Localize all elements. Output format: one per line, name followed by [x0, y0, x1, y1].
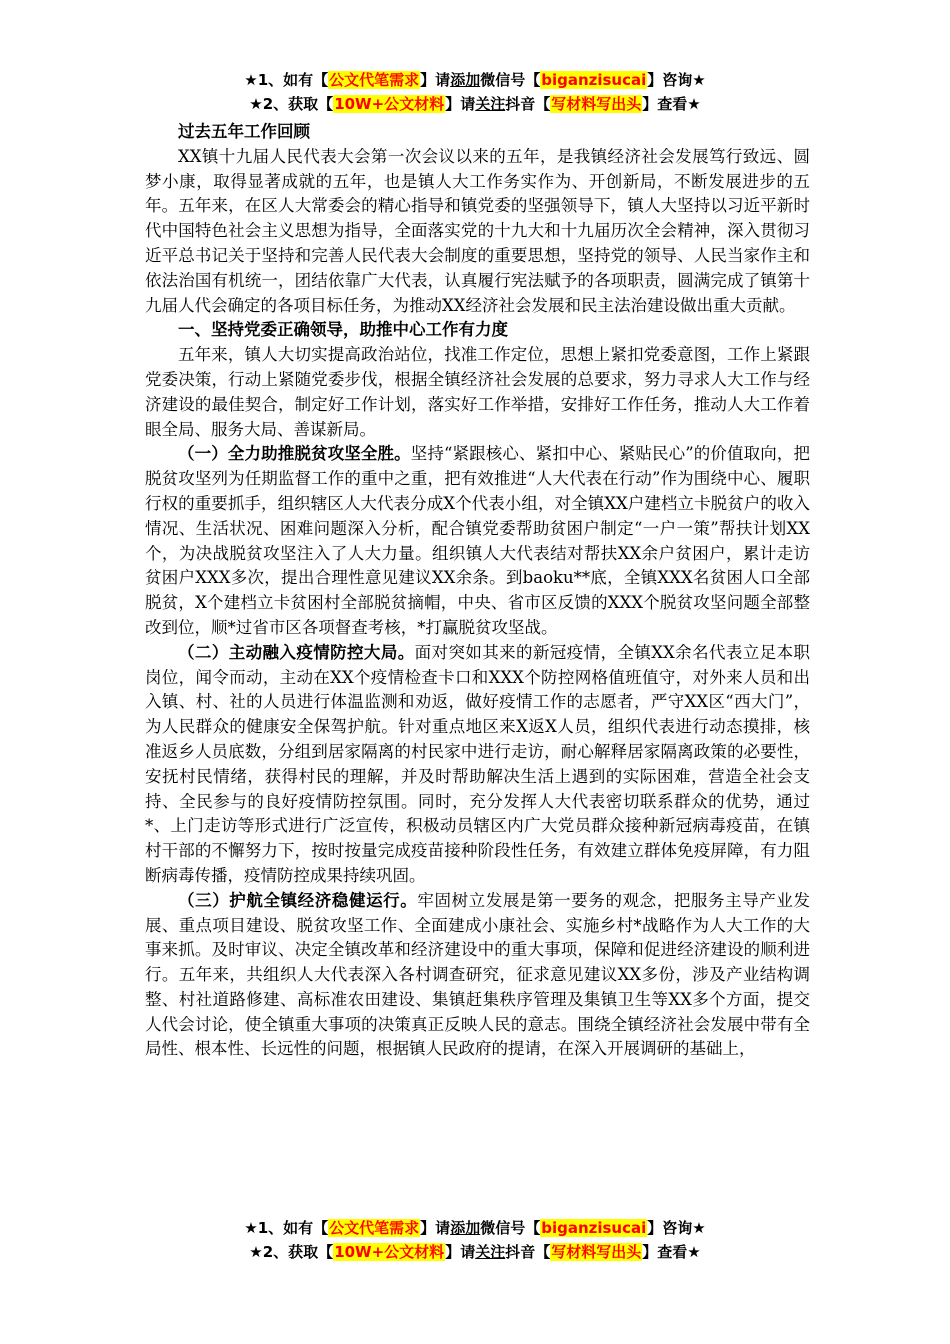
promo-line-2-bottom: ★2、获取【10W+公文材料】请关注抖音【写材料写出头】查看★: [249, 1243, 701, 1261]
subsection-1-paragraph: [145, 442, 810, 640]
subsection-1-text: 坚持“紧跟核心、紧扣中心、紧贴民心”的价值取向，把脱贫攻坚列为任期监督工作的重中之重，把有效推进“人大代表在行动”作为围绕中心、履职行权的重要抓手，组织辖区人大代表分成X个代表小组，对全镇XX户建档立卡脱贫户的收入情况、生活状况、困难问题深入分析，配合镇党委帮助贫困户制定“一户一策”帮扶计划XX个，为决战脱贫攻坚注入了人大力量。组织镇人大代表结对帮扶XX余户贫困户，累计走访贫困户XXX多次，提出合理性意见建议XX余条。到baoku**底，全镇XXX名贫困人口全部脱贫，X个建档立卡贫困村全部脱贫摘帽，中央、省市区反馈的XXX个脱贫攻坚问题全部整改到位，顺*过省市区各项督查考核，*打赢脱贫攻坚战。: [145, 444, 811, 637]
highlight-douyin-id: 写材料写出头: [551, 95, 642, 113]
subsection-3-paragraph: [145, 889, 810, 1063]
subsection-3-title: （三）护航全镇经济稳健运行。: [178, 890, 418, 910]
highlight-wechat-id: biganzisucai: [541, 1219, 647, 1237]
document-heading: 过去五年工作回顾: [178, 122, 310, 141]
promo-banner-top: [0, 68, 950, 116]
subsection-1-title: （一）全力助推脱贫攻坚全胜。: [178, 444, 411, 464]
subsection-3-text: 牢固树立发展是第一要务的观念，把服务主导产业发展、重点项目建设、脱贫攻坚工作、全面建成小康社会、实施乡村*战略作为人大工作的大事来抓。及时审议、决定全镇改革和经济建设中的重大事项，保障和促进经济建设的顺利进行。五年来，共组织人大代表深入各村调查研究，征求意见建议XX多份，涉及产业结构调整、村社道路修建、高标准农田建设、集镇赶集秩序管理及集镇卫生等XX多个方面，提交人代会讨论，使全镇重大事项的决策真正反映人民的意志。围绕全镇经济社会发展中带有全局性、根本性、长远性的问题，根据镇人民政府的提请，在深入开展调研的基础上，: [145, 890, 811, 1059]
highlight-service: 公文代笔需求: [329, 71, 420, 89]
section-1-intro: 五年来，镇人大切实提高政治站位，找准工作定位，思想上紧扣党委意图，工作上紧跟党委决策，行动上紧随党委步伐，根据全镇经济社会发展的总要求，努力寻求人大工作与经济建设的最佳契合，制定好工作计划，落实好工作举措，安排好工作任务，推动人大工作着眼全局、服务大局、善谋新局。: [145, 345, 810, 439]
highlight-materials: 10W+公文材料: [334, 1243, 445, 1261]
section-1-title: 一、坚持党委正确领导，助推中心工作有力度: [178, 320, 508, 340]
subsection-2-title: （二）主动融入疫情防控大局。: [178, 642, 415, 662]
promo-line-1: ★1、如有【公文代笔需求】请添加微信号【biganzisucai】咨询★: [244, 71, 706, 89]
document-body: [145, 120, 810, 1062]
subsection-2-paragraph: [145, 641, 810, 889]
intro-paragraph: XX镇十九届人民代表大会第一次会议以来的五年，是我镇经济社会发展笃行致远、圆梦小康，取得显著成就的五年，也是镇人大工作务实作为、开创新局，不断发展进步的五年。五年来，在区人大常委会的精心指导和镇党委的坚强领导下，镇人大坚持以习近平新时代中国特色社会主义思想为指导，全面落实党的十九大和十九届历次全会精神，深入贯彻习近平总书记关于坚持和完善人民代表大会制度的重要思想，坚持党的领导、人民当家作主和依法治国有机统一，团结依靠广大代表，认真履行宪法赋予的各项职责，圆满完成了镇第十九届人代会确定的各项目标任务，为推动XX经济社会发展和民主法治建设做出重大贡献。: [145, 146, 810, 315]
highlight-douyin-id: 写材料写出头: [551, 1243, 642, 1261]
promo-line-2: ★2、获取【10W+公文材料】请关注抖音【写材料写出头】查看★: [249, 95, 701, 113]
promo-banner-bottom: [0, 1216, 950, 1264]
highlight-service: 公文代笔需求: [329, 1219, 420, 1237]
promo-line-1-bottom: ★1、如有【公文代笔需求】请添加微信号【biganzisucai】咨询★: [244, 1219, 706, 1237]
highlight-materials: 10W+公文材料: [334, 95, 445, 113]
subsection-2-text: 面对突如其来的新冠疫情，全镇XX余名代表立足本职岗位，闻令而动，主动在XX个疫情检查卡口和XXX个防控网格值班值守，对外来人员和出入镇、村、社的人员进行体温监测和劝返，做好疫情工作的志愿者，严守XX区“西大门”，为人民群众的健康安全保驾护航。针对重点地区来X返X人员，组织代表进行动态摸排，核准返乡人员底数，分组到居家隔离的村民家中进行走访，耐心解释居家隔离政策的必要性，安抚村民情绪，获得村民的理解，并及时帮助解决生活上遇到的实际困难，营造全社会支持、全民参与的良好疫情防控氛围。同时，充分发挥人大代表密切联系群众的优势，通过*、上门走访等形式进行广泛宣传，积极动员辖区内广大党员群众接种新冠病毒疫苗，在镇村干部的不懈努力下，按时按量完成疫苗接种阶段性任务，有效建立群体免疫屏障，有力阻断病毒传播，疫情防控成果持续巩固。: [145, 642, 810, 885]
highlight-wechat-id: biganzisucai: [541, 71, 647, 89]
